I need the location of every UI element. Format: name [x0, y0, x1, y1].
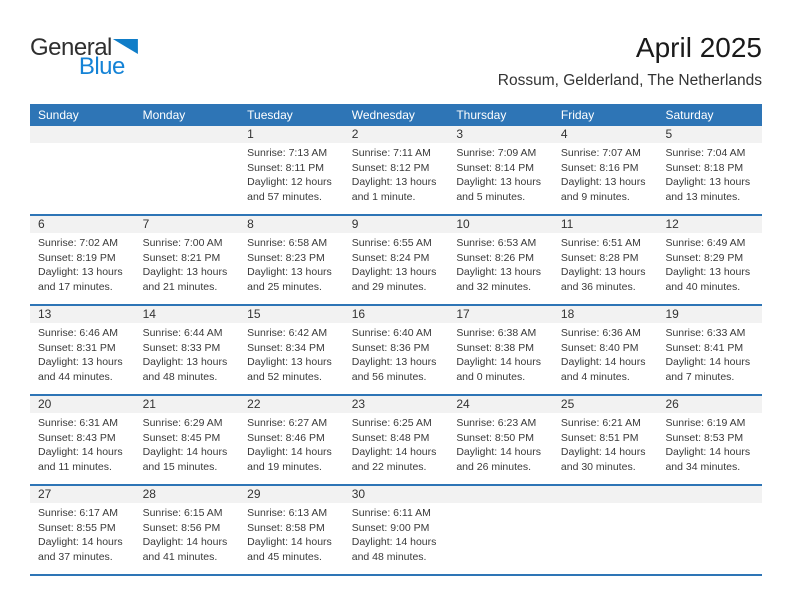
cell-info-line: and 41 minutes.	[142, 550, 218, 563]
cell-info-line: Sunrise: 6:11 AM	[351, 507, 431, 519]
day-number: 25	[553, 396, 658, 413]
day-cell-body	[553, 233, 658, 294]
cell-info-line: Sunset: 8:24 PM	[351, 251, 430, 264]
day-cell-25	[553, 396, 658, 484]
day-number: 8	[239, 216, 344, 233]
day-cell-5	[657, 126, 762, 214]
day-number: 11	[553, 216, 658, 233]
day-number: 3	[448, 126, 553, 143]
day-cell-29	[239, 486, 344, 574]
cell-info-line: Daylight: 13 hours	[38, 266, 123, 278]
cell-info-line: and 56 minutes.	[351, 370, 427, 383]
cell-info-line: Sunrise: 6:25 AM	[351, 417, 432, 429]
cell-info-line: Sunset: 8:31 PM	[38, 341, 116, 354]
cell-info-line: Sunrise: 6:17 AM	[38, 507, 118, 519]
day-cell-18	[553, 306, 658, 394]
cell-info-line: Sunrise: 7:07 AM	[560, 147, 641, 159]
day-cell-empty	[448, 486, 553, 574]
day-cell-body	[135, 413, 240, 474]
cell-info-line: Sunset: 8:50 PM	[456, 431, 534, 444]
day-cell-body	[448, 503, 553, 506]
cell-info-line: and 19 minutes.	[247, 460, 322, 473]
day-cell-15	[239, 306, 344, 394]
cell-info-line: Sunrise: 6:29 AM	[142, 417, 223, 429]
cell-info-line: Daylight: 13 hours	[38, 356, 123, 368]
cell-info-line: Sunset: 8:56 PM	[142, 521, 221, 534]
day-cell-21	[135, 396, 240, 484]
cell-info-line: Sunset: 8:26 PM	[456, 251, 534, 264]
cell-info-line: and 17 minutes.	[38, 280, 113, 293]
calendar-table	[30, 104, 762, 576]
week-row	[30, 216, 762, 306]
cell-info-line: Sunrise: 6:21 AM	[560, 417, 641, 429]
cell-info-line: Daylight: 14 hours	[456, 446, 541, 458]
cell-info-line: Sunset: 8:36 PM	[351, 341, 430, 354]
cell-info-line: Sunrise: 6:53 AM	[456, 237, 537, 249]
location-subtitle: Rossum, Gelderland, The Netherlands	[497, 72, 762, 89]
cell-info-line: Sunrise: 7:02 AM	[38, 237, 118, 249]
month-title: April 2025	[635, 32, 762, 63]
day-number: 17	[448, 306, 553, 323]
cell-info-line: and 11 minutes.	[38, 460, 112, 473]
cell-info-line: and 25 minutes.	[247, 280, 322, 293]
cell-info-line: Daylight: 13 hours	[456, 266, 541, 278]
cell-info-line: Sunrise: 6:42 AM	[247, 327, 328, 339]
cell-info-line: and 36 minutes.	[560, 280, 636, 293]
day-number: 29	[239, 486, 344, 503]
day-number: 13	[30, 306, 135, 323]
cell-info-line: Sunset: 8:29 PM	[665, 251, 744, 264]
day-cell-13	[30, 306, 135, 394]
cell-info-line: and 9 minutes.	[560, 190, 630, 203]
cell-info-line: Sunrise: 6:15 AM	[142, 507, 223, 519]
week-row	[30, 396, 762, 486]
cell-info-line: Sunset: 8:46 PM	[247, 431, 325, 444]
day-number: 9	[344, 216, 449, 233]
day-cell-30	[344, 486, 449, 574]
calendar-grid	[30, 126, 762, 576]
day-cell-body	[239, 503, 344, 564]
cell-info-line: Sunrise: 6:49 AM	[665, 237, 746, 249]
cell-info-line: and 32 minutes.	[456, 280, 532, 293]
cell-info-line: Sunrise: 7:13 AM	[247, 147, 328, 159]
day-cell-body	[30, 233, 135, 294]
cell-info-line: Sunrise: 7:00 AM	[142, 237, 223, 249]
cell-info-line: Sunrise: 6:58 AM	[247, 237, 328, 249]
day-number: 19	[657, 306, 762, 323]
cell-info-line: Daylight: 13 hours	[247, 266, 332, 278]
cell-info-line: and 5 minutes.	[456, 190, 526, 203]
cell-info-line: Sunrise: 6:38 AM	[456, 327, 537, 339]
cell-info-line: Daylight: 14 hours	[560, 446, 646, 458]
day-number	[30, 126, 135, 143]
cell-info-line: and 15 minutes.	[142, 460, 218, 473]
cell-info-line: Daylight: 13 hours	[142, 266, 228, 278]
cell-info-line: Sunset: 8:11 PM	[247, 161, 325, 174]
cell-info-line: Sunrise: 6:44 AM	[142, 327, 223, 339]
day-header-wednesday: Wednesday	[351, 108, 415, 122]
day-header-sunday: Sunday	[38, 108, 79, 122]
day-header-monday: Monday	[142, 108, 186, 122]
cell-info-line: Daylight: 13 hours	[560, 266, 646, 278]
cell-info-line: Sunrise: 6:19 AM	[665, 417, 746, 429]
cell-info-line: Daylight: 14 hours	[38, 446, 123, 458]
cell-info-line: and 21 minutes.	[142, 280, 218, 293]
cell-info-line: Daylight: 14 hours	[665, 356, 751, 368]
day-cell-22	[239, 396, 344, 484]
day-cell-9	[344, 216, 449, 304]
cell-info-line: Daylight: 13 hours	[456, 176, 541, 188]
day-number: 27	[30, 486, 135, 503]
day-header-thursday: Thursday	[456, 108, 507, 122]
day-cell-body	[135, 323, 240, 384]
cell-info-line: Daylight: 14 hours	[247, 536, 332, 548]
day-number: 15	[239, 306, 344, 323]
cell-info-line: Daylight: 14 hours	[142, 446, 228, 458]
cell-info-line: and 4 minutes.	[560, 370, 630, 383]
cell-info-line: Sunset: 8:58 PM	[247, 521, 325, 534]
day-number	[553, 486, 658, 503]
day-cell-body	[135, 233, 240, 294]
day-number: 30	[344, 486, 449, 503]
cell-info-line: Daylight: 14 hours	[456, 356, 541, 368]
title-block	[498, 32, 762, 90]
day-cell-body	[344, 413, 449, 474]
day-cell-26	[657, 396, 762, 484]
cell-info-line: and 45 minutes.	[247, 550, 322, 563]
cell-info-line: Daylight: 13 hours	[247, 356, 332, 368]
day-number	[448, 486, 553, 503]
week-row	[30, 126, 762, 216]
cell-info-line: and 44 minutes.	[38, 370, 113, 383]
day-cell-12	[657, 216, 762, 304]
day-cell-body	[135, 503, 240, 564]
cell-info-line: and 26 minutes.	[456, 460, 532, 473]
day-cell-body	[30, 323, 135, 384]
cell-info-line: Sunset: 8:18 PM	[665, 161, 744, 174]
day-cell-24	[448, 396, 553, 484]
day-cell-4	[553, 126, 658, 214]
day-cell-body	[657, 323, 762, 384]
cell-info-line: Daylight: 13 hours	[351, 266, 437, 278]
day-cell-body	[448, 143, 553, 204]
cell-info-line: Sunset: 8:21 PM	[142, 251, 221, 264]
day-cell-11	[553, 216, 658, 304]
day-cell-body	[657, 233, 762, 294]
day-cell-1	[239, 126, 344, 214]
day-number: 4	[553, 126, 658, 143]
cell-info-line: and 22 minutes.	[351, 460, 427, 473]
day-cell-body	[553, 323, 658, 384]
day-number: 18	[553, 306, 658, 323]
day-cell-body	[553, 143, 658, 204]
day-cell-16	[344, 306, 449, 394]
day-cell-20	[30, 396, 135, 484]
cell-info-line: Daylight: 13 hours	[665, 176, 751, 188]
day-cell-body	[30, 413, 135, 474]
cell-info-line: Daylight: 13 hours	[665, 266, 751, 278]
cell-info-line: and 1 minute.	[351, 190, 416, 203]
day-number: 23	[344, 396, 449, 413]
cell-info-line: Daylight: 13 hours	[142, 356, 228, 368]
cell-info-line: and 13 minutes.	[665, 190, 741, 203]
cell-info-line: Sunrise: 6:51 AM	[560, 237, 641, 249]
day-cell-2	[344, 126, 449, 214]
day-cell-body	[553, 413, 658, 474]
cell-info-line: Sunset: 8:53 PM	[665, 431, 744, 444]
cell-info-line: Sunrise: 6:33 AM	[665, 327, 746, 339]
cell-info-line: and 37 minutes.	[38, 550, 113, 563]
day-cell-body	[657, 413, 762, 474]
cell-info-line: Sunset: 8:19 PM	[38, 251, 116, 264]
day-cell-body	[448, 233, 553, 294]
cell-info-line: Sunrise: 6:13 AM	[247, 507, 328, 519]
cell-info-line: Daylight: 14 hours	[665, 446, 751, 458]
cell-info-line: Sunrise: 7:11 AM	[351, 147, 431, 159]
day-number: 28	[135, 486, 240, 503]
cell-info-line: Sunset: 8:14 PM	[456, 161, 534, 174]
day-cell-3	[448, 126, 553, 214]
day-number: 10	[448, 216, 553, 233]
day-number: 26	[657, 396, 762, 413]
day-cell-7	[135, 216, 240, 304]
day-cell-10	[448, 216, 553, 304]
day-cell-empty	[30, 126, 135, 214]
cell-info-line: Sunrise: 6:23 AM	[456, 417, 537, 429]
cell-info-line: Sunset: 8:43 PM	[38, 431, 116, 444]
cell-info-line: Sunset: 8:45 PM	[142, 431, 221, 444]
cell-info-line: Sunset: 8:33 PM	[142, 341, 221, 354]
day-cell-17	[448, 306, 553, 394]
day-cell-body	[30, 143, 135, 146]
day-cell-body	[344, 503, 449, 564]
day-number	[657, 486, 762, 503]
cell-info-line: and 0 minutes.	[456, 370, 526, 383]
logo-triangle-icon	[113, 39, 138, 54]
day-cell-body	[30, 503, 135, 564]
day-cell-body	[657, 143, 762, 204]
day-number	[135, 126, 240, 143]
cell-info-line: Sunset: 8:51 PM	[560, 431, 639, 444]
cell-info-line: Sunset: 9:00 PM	[351, 521, 430, 534]
cell-info-line: Sunrise: 6:40 AM	[351, 327, 432, 339]
cell-info-line: Sunset: 8:41 PM	[665, 341, 744, 354]
day-number: 12	[657, 216, 762, 233]
cell-info-line: Sunset: 8:55 PM	[38, 521, 116, 534]
cell-info-line: Sunrise: 6:46 AM	[38, 327, 118, 339]
day-number: 24	[448, 396, 553, 413]
cell-info-line: and 40 minutes.	[665, 280, 741, 293]
week-row	[30, 306, 762, 396]
day-header-row	[30, 104, 762, 126]
cell-info-line: Daylight: 13 hours	[351, 356, 437, 368]
day-header-tuesday: Tuesday	[247, 108, 293, 122]
day-header-friday: Friday	[560, 108, 595, 122]
day-cell-body	[553, 503, 658, 506]
day-number: 1	[239, 126, 344, 143]
day-cell-empty	[657, 486, 762, 574]
cell-info-line: Sunset: 8:16 PM	[560, 161, 639, 174]
day-number: 16	[344, 306, 449, 323]
day-cell-body	[239, 323, 344, 384]
cell-info-line: and 48 minutes.	[351, 550, 427, 563]
cell-info-line: and 48 minutes.	[142, 370, 218, 383]
cell-info-line: Sunrise: 6:55 AM	[351, 237, 432, 249]
cell-info-line: Daylight: 14 hours	[351, 446, 437, 458]
cell-info-line: Daylight: 14 hours	[142, 536, 228, 548]
cell-info-line: and 7 minutes.	[665, 370, 735, 383]
day-number: 5	[657, 126, 762, 143]
day-cell-body	[448, 413, 553, 474]
cell-info-line: Daylight: 14 hours	[351, 536, 437, 548]
cell-info-line: Sunset: 8:12 PM	[351, 161, 430, 174]
cell-info-line: Sunrise: 6:27 AM	[247, 417, 328, 429]
day-cell-8	[239, 216, 344, 304]
day-number: 2	[344, 126, 449, 143]
logo-text-blue: Blue	[78, 53, 125, 80]
cell-info-line: Daylight: 14 hours	[560, 356, 646, 368]
day-cell-23	[344, 396, 449, 484]
day-cell-body	[344, 323, 449, 384]
day-cell-6	[30, 216, 135, 304]
day-number: 21	[135, 396, 240, 413]
cell-info-line: Daylight: 13 hours	[560, 176, 646, 188]
day-cell-body	[344, 233, 449, 294]
cell-info-line: Daylight: 14 hours	[247, 446, 332, 458]
day-cell-body	[135, 143, 240, 146]
day-cell-14	[135, 306, 240, 394]
cell-info-line: Daylight: 14 hours	[38, 536, 123, 548]
cell-info-line: and 52 minutes.	[247, 370, 322, 383]
day-header-saturday: Saturday	[665, 108, 714, 122]
cell-info-line: Daylight: 13 hours	[351, 176, 437, 188]
day-cell-body	[239, 143, 344, 204]
day-number: 22	[239, 396, 344, 413]
day-cell-body	[448, 323, 553, 384]
day-cell-empty	[553, 486, 658, 574]
cell-info-line: Sunset: 8:40 PM	[560, 341, 639, 354]
week-row	[30, 486, 762, 576]
cell-info-line: Sunset: 8:38 PM	[456, 341, 534, 354]
day-cell-body	[657, 503, 762, 506]
day-cell-empty	[135, 126, 240, 214]
day-cell-body	[344, 143, 449, 204]
logo-text-general: General	[30, 34, 112, 61]
day-cell-28	[135, 486, 240, 574]
day-number: 20	[30, 396, 135, 413]
day-cell-27	[30, 486, 135, 574]
cell-info-line: and 30 minutes.	[560, 460, 636, 473]
cell-info-line: Sunset: 8:34 PM	[247, 341, 325, 354]
cell-info-line: Daylight: 12 hours	[247, 176, 332, 188]
day-cell-19	[657, 306, 762, 394]
day-number: 14	[135, 306, 240, 323]
cell-info-line: Sunrise: 7:04 AM	[665, 147, 746, 159]
cell-info-line: Sunset: 8:28 PM	[560, 251, 639, 264]
day-cell-body	[239, 413, 344, 474]
day-number: 7	[135, 216, 240, 233]
cell-info-line: Sunrise: 7:09 AM	[456, 147, 537, 159]
cell-info-line: and 57 minutes.	[247, 190, 322, 203]
day-number: 6	[30, 216, 135, 233]
general-blue-logo	[30, 36, 138, 79]
cell-info-line: Sunset: 8:23 PM	[247, 251, 325, 264]
day-cell-body	[239, 233, 344, 294]
cell-info-line: and 34 minutes.	[665, 460, 741, 473]
cell-info-line: and 29 minutes.	[351, 280, 427, 293]
cell-info-line: Sunrise: 6:31 AM	[38, 417, 118, 429]
cell-info-line: Sunset: 8:48 PM	[351, 431, 430, 444]
cell-info-line: Sunrise: 6:36 AM	[560, 327, 641, 339]
